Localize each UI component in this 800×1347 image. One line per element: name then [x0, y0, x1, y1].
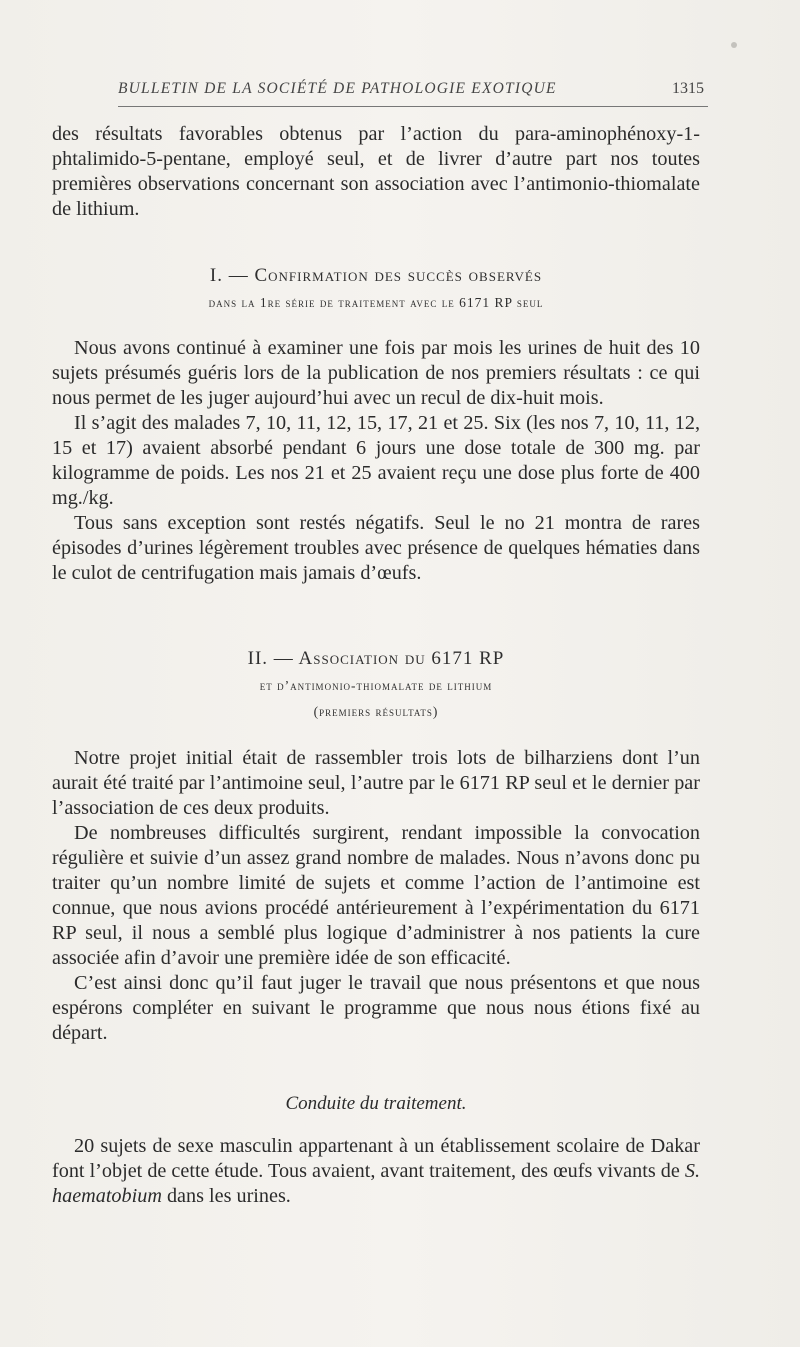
intro-paragraph: des résultats favorables obtenus par l’action du para-aminophénoxy-1-phtalimido-5-pentane, employé seul, et de livrer d’autre part nos toutes premières observations concernant son association avec l’antimonio-thiomalate de lithium.	[52, 123, 700, 220]
species-name: S. haematobium	[52, 1160, 700, 1207]
subsection-body	[52, 1134, 700, 1209]
subsection-paragraph	[52, 1134, 700, 1209]
subsection-text-end: dans les urines.	[161, 1185, 291, 1207]
running-head	[118, 80, 708, 107]
section2-heading	[52, 645, 700, 725]
section1-subtitle: dans la 1re série de traitement avec le 6171 RP seul	[208, 295, 544, 310]
journal-title: BULLETIN DE LA SOCIÉTÉ DE PATHOLOGIE EXOTIQUE	[118, 80, 557, 97]
section1-body	[52, 336, 700, 586]
section2-paragraph: De nombreuses difficultés surgirent, rendant impossible la convocation régulière et suivie d’un assez grand nombre de malades. Nous n’avons donc pu traiter qu’un nombre limité de sujets et comme l’action de l’antimoine est connue, que nous avions procédé antérieurement à l’expérimentation du 6171 RP seul, il nous a semblé plus logique d’administrer à nos patients la cure associée afin d’avoir une première idée de son efficacité.	[52, 822, 700, 969]
page-speck	[731, 42, 737, 48]
section2-title: II. — Association du 6171 RP	[247, 648, 505, 669]
subsection-text-start: 20 sujets de sexe masculin appartenant à un établissement scolaire de Dakar font l’objet de cette étude. Tous avaient, avant traitement, des œufs vivants de	[52, 1135, 700, 1182]
section2-subtitle: et d’antimonio-thiomalate de lithium	[259, 678, 493, 693]
page-number: 1315	[672, 80, 704, 97]
section1-title: I. — Confirmation des succès observés	[209, 265, 543, 286]
section1-paragraph: Tous sans exception sont restés négatifs. Seul le no 21 montra de rares épisodes d’urines légèrement troubles avec présence de quelques hématies dans le culot de centrifugation mais jamais d’œufs.	[52, 512, 700, 584]
section1-heading	[52, 262, 700, 316]
section1-paragraph: Nous avons continué à examiner une fois par mois les urines de huit des 10 sujets présumés guéris lors de la publication de nos premiers résultats : ce qui nous permet de les juger aujourd’hui avec un recul de dix-huit mois.	[52, 337, 700, 409]
section2-paragraph: Notre projet initial était de rassembler trois lots de bilharziens dont l’un aurait été traité par l’antimoine seul, l’autre par le 6171 RP seul et le dernier par l’association de ces deux produits.	[52, 747, 700, 819]
section2-paragraph: C’est ainsi donc qu’il faut juger le travail que nous présentons et que nous espérons compléter en suivant le programme que nous nous étions fixé au départ.	[52, 972, 700, 1044]
intro-block	[52, 122, 700, 222]
section2-note: (premiers résultats)	[313, 704, 439, 719]
subsection-title: Conduite du traitement.	[285, 1093, 467, 1114]
section1-paragraph: Il s’agit des malades 7, 10, 11, 12, 15, 17, 21 et 25. Six (les nos 7, 10, 11, 12, 15 et 17) avaient absorbé pendant 6 jours une dose totale de 300 mg. par kilogramme de poids. Les nos 21 et 25 avaient reçu une dose plus forte de 400 mg./kg.	[52, 412, 700, 509]
section2-body	[52, 746, 700, 1046]
